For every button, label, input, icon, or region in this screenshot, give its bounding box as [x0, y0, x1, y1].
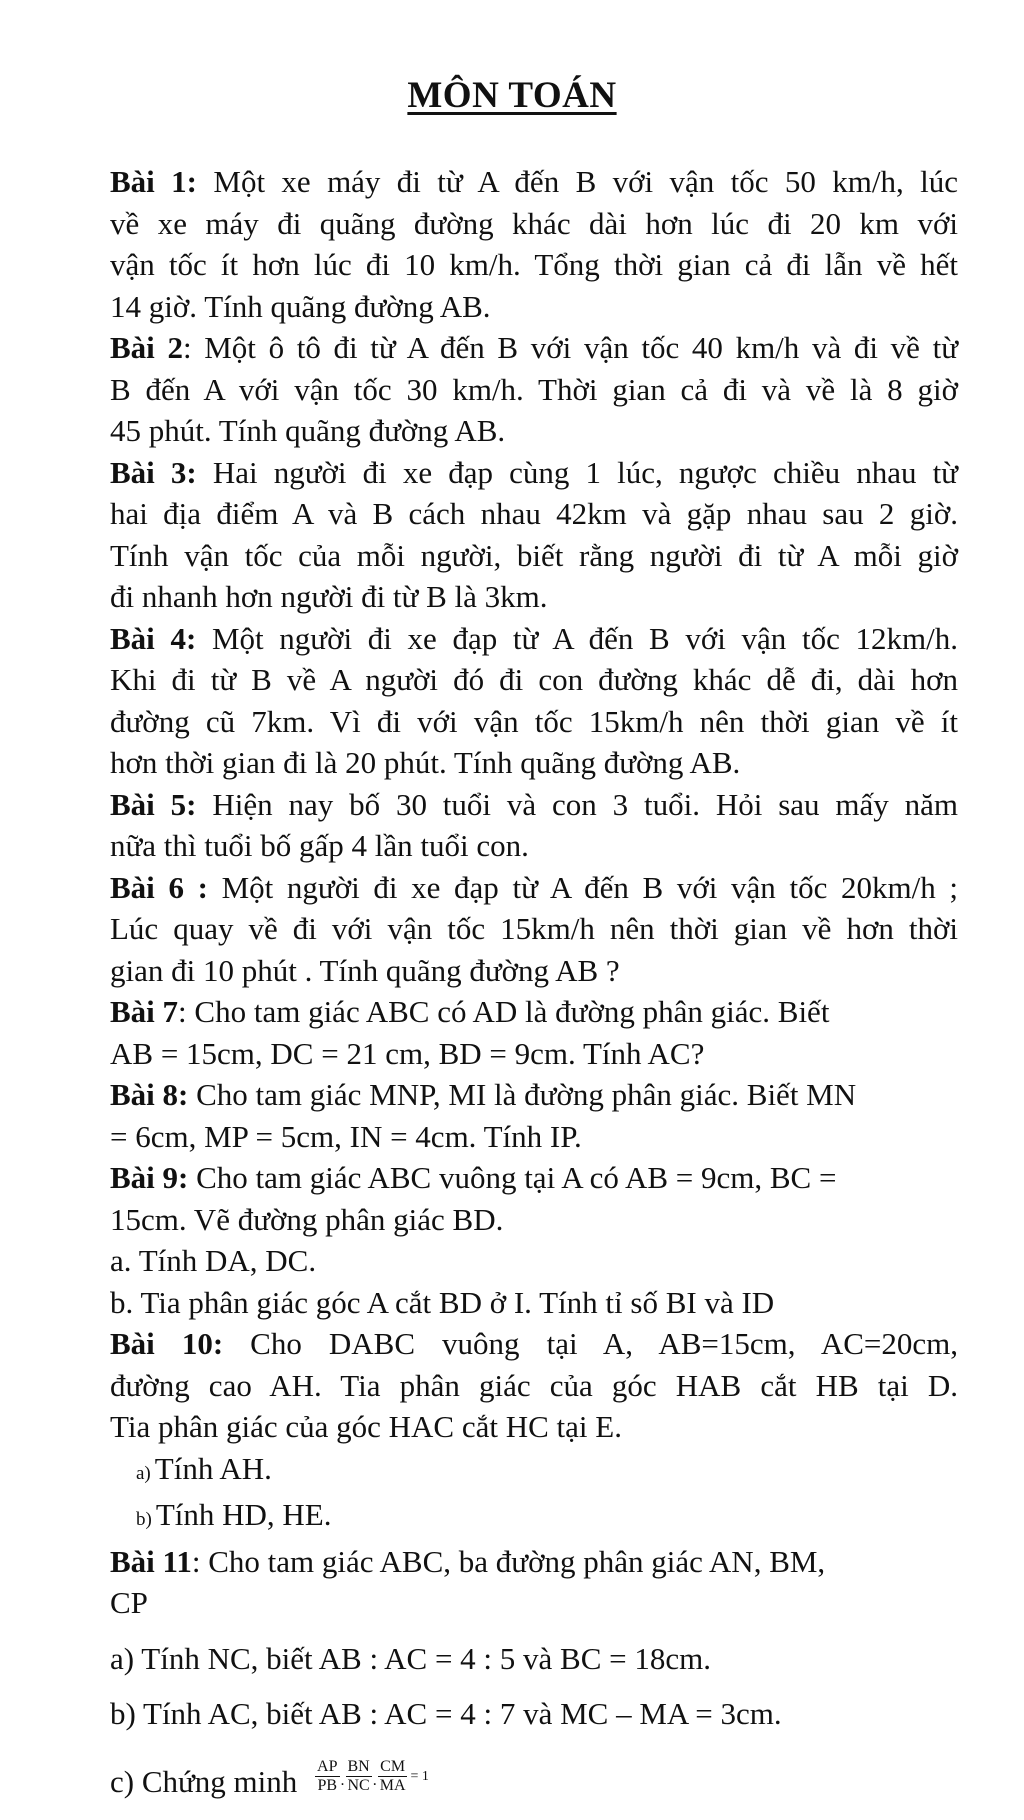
exercise-label: Bài 10: [110, 1326, 224, 1361]
exercise-line: Lúc quay về đi với vận tốc 15km/h nên thời gian về hơn thời [110, 911, 958, 946]
fraction-denominator: MA [379, 1776, 406, 1794]
exercise-line: đi nhanh hơn người đi từ B là 3km. [110, 579, 548, 614]
exercise-text: Cho DABC vuông tại A, AB=15cm, AC=20cm, [223, 1326, 958, 1361]
exercise-text: : Cho tam giác ABC có AD là đường phân giác. Biết [178, 994, 830, 1029]
exercise-line: hai địa điểm A và B cách nhau 42km và gặp nhau sau 2 giờ. [110, 496, 958, 531]
exercise-line: đường cũ 7km. Vì đi với vận tốc 15km/h nên thời gian về ít [110, 703, 958, 739]
exercise-line [110, 991, 958, 1033]
fraction-numerator: BN [347, 1757, 370, 1775]
exercise-line [110, 1323, 958, 1365]
exercise-line: đường cao AH. Tia phân giác của góc HAB cắt HB tại D. [110, 1367, 958, 1403]
exercise-line [110, 1541, 958, 1583]
exercise-4 [110, 618, 958, 784]
exercise-7 [110, 991, 958, 1074]
exercise-label: Bài 2 [110, 330, 183, 365]
exercise-subitem-a: a) Tính NC, biết AB : AC = 4 : 5 và BC = 18cm. [110, 1640, 712, 1676]
multiply-dot: . [340, 1771, 345, 1789]
exercise-line [110, 161, 958, 203]
subitem-text: c) Chứng minh [110, 1763, 298, 1799]
exercise-line [110, 452, 958, 494]
exercise-subitem-b: b) Tính AC, biết AB : AC = 4 : 7 và MC – MA = 3cm. [110, 1696, 782, 1731]
equals-one: = 1 [410, 1768, 429, 1784]
exercise-text: Một xe máy đi từ A đến B với vận tốc 50 km/h, lúc [197, 164, 958, 199]
multiply-dot: . [372, 1771, 377, 1789]
exercise-line: B đến A với vận tốc 30 km/h. Thời gian cả đi và về là 8 giờ [110, 371, 958, 407]
exercise-line [110, 1074, 958, 1116]
exercise-line: 45 phút. Tính quãng đường AB. [110, 413, 506, 448]
fraction-bn-nc [346, 1758, 372, 1795]
exercise-text: Cho tam giác MNP, MI là đường phân giác. Biết MN [188, 1077, 857, 1112]
exercise-subitem-a [110, 1448, 958, 1495]
exercise-8 [110, 1074, 958, 1157]
exercise-line: vận tốc ít hơn lúc đi 10 km/h. Tổng thời gian cả đi lẫn về hết [110, 247, 958, 282]
fraction-cm-ma [378, 1758, 408, 1795]
exercise-label: Bài 1: [110, 164, 197, 199]
exercise-subitem-b [110, 1494, 958, 1541]
exercise-text: Hiện nay bố 30 tuổi và con 3 tuổi. Hỏi sau mấy năm [196, 786, 958, 822]
subitem-text: Tính HD, HE. [155, 1497, 332, 1532]
exercise-label: Bài 11 [110, 1543, 192, 1579]
exercise-6 [110, 867, 958, 992]
exercise-3 [110, 452, 958, 618]
page-title: MÔN TOÁN [407, 75, 617, 116]
exercise-line [110, 618, 958, 660]
exercise-label: Bài 4: [110, 620, 197, 656]
subitem-marker: a) [136, 1462, 151, 1484]
exercise-subitem-c [110, 1757, 958, 1806]
exercise-line: CP [110, 1585, 148, 1620]
exercise-5 [110, 784, 958, 867]
exercise-line [110, 327, 958, 369]
exercise-label: Bài 8: [110, 1077, 189, 1112]
exercise-label: Bài 7 [110, 994, 179, 1029]
exercise-line: Tính vận tốc của mỗi người, biết rằng người đi từ A mỗi giờ [110, 537, 958, 573]
exercise-line: = 6cm, MP = 5cm, IN = 4cm. Tính IP. [110, 1118, 582, 1154]
exercise-line: 15cm. Vẽ đường phân giác BD. [110, 1201, 504, 1237]
exercise-label: Bài 9: [110, 1160, 189, 1195]
exercise-text: : Cho tam giác ABC, ba đường phân giác AN, BM, [191, 1543, 826, 1579]
exercise-text: Một người đi xe đạp từ A đến B với vận tốc 12km/h. [196, 620, 958, 656]
exercise-line: về xe máy đi quãng đường khác dài hơn lúc đi 20 km với [110, 205, 958, 241]
exercise-line: 14 giờ. Tính quãng đường AB. [110, 288, 491, 324]
exercise-line: nữa thì tuổi bố gấp 4 lần tuổi con. [110, 828, 529, 863]
exercise-text: Cho tam giác ABC vuông tại A có AB = 9cm, BC = [188, 1160, 837, 1195]
fraction-denominator: PB [317, 1776, 338, 1794]
exercise-line [110, 784, 958, 826]
exercise-label: Bài 5: [110, 786, 197, 822]
exercise-line: gian đi 10 phút . Tính quãng đường AB ? [110, 952, 620, 988]
exercise-9 [110, 1157, 958, 1323]
fraction-numerator: CM [380, 1757, 406, 1775]
fraction-denominator: NC [347, 1776, 370, 1794]
exercise-line: AB = 15cm, DC = 21 cm, BD = 9cm. Tính AC? [110, 1035, 705, 1071]
exercise-line: Tia phân giác của góc HAC cắt HC tại E. [110, 1409, 622, 1444]
subitem-marker: b) [136, 1509, 152, 1530]
exercise-line [110, 867, 958, 909]
exercise-10 [110, 1323, 958, 1541]
exercise-line: Khi đi từ B về A người đó đi con đường khác dễ đi, dài hơn [110, 662, 958, 697]
exercise-text: : Một ô tô đi từ A đến B với vận tốc 40 km/h và đi về từ [182, 330, 958, 365]
exercise-text: Một người đi xe đạp từ A đến B với vận tốc 20km/h ; [207, 869, 958, 905]
exercise-subitem-b: b. Tia phân giác góc A cắt BD ở I. Tính tỉ số BI và ID [110, 1284, 775, 1320]
fraction-numerator: AP [317, 1757, 338, 1775]
exercise-2 [110, 327, 958, 452]
fraction-ap-pb [315, 1758, 339, 1795]
ratio-formula [315, 1756, 429, 1798]
exercise-label: Bài 6 : [110, 869, 208, 905]
exercise-1 [110, 161, 958, 327]
exercise-line [110, 1157, 958, 1199]
exercise-line: hơn thời gian đi là 20 phút. Tính quãng đường AB. [110, 745, 741, 780]
exercise-label: Bài 3: [110, 454, 197, 490]
exercise-11 [110, 1541, 958, 1806]
exercise-text: Hai người đi xe đạp cùng 1 lúc, ngược chiều nhau từ [196, 454, 958, 490]
subitem-text: Tính AH. [154, 1450, 272, 1486]
exercise-subitem-a: a. Tính DA, DC. [110, 1243, 317, 1278]
